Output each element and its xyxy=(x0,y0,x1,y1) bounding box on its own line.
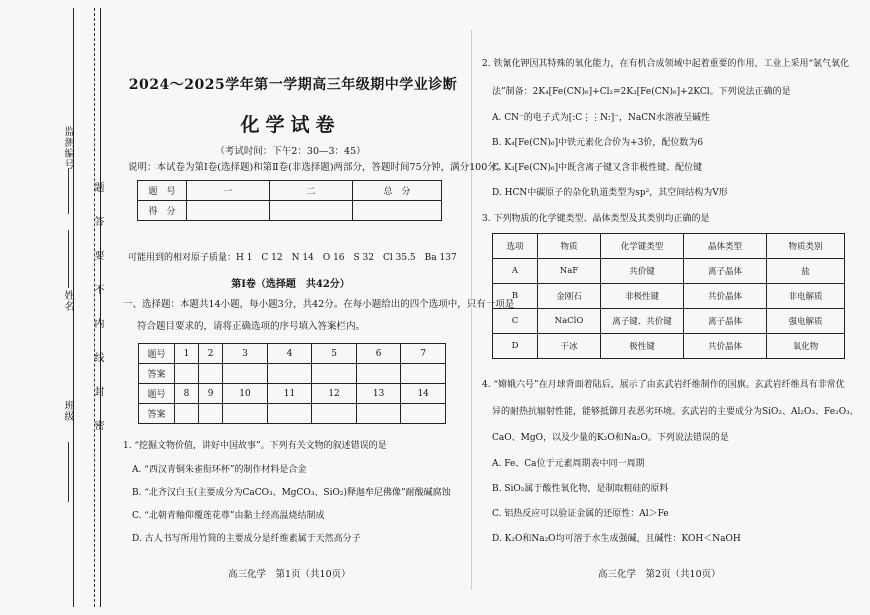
score-input-cell[interactable] xyxy=(270,201,353,221)
class-field-line xyxy=(68,442,69,502)
table-row xyxy=(139,404,446,424)
question-4-option-c: C. 铝热反应可以验证金属的还原性：Al＞Fe xyxy=(492,509,669,519)
section-intro-line-1: 一、选择题：本题共14小题，每小题3分，共42分。在每小题给出的四个选项中，只有一项是 xyxy=(123,299,515,310)
table-cell: 金刚石 xyxy=(538,284,601,309)
table-cell: C xyxy=(493,309,538,334)
seal-char-2: 答 xyxy=(92,216,103,227)
answer-cell: 题号 xyxy=(139,344,175,364)
question-4-option-a: A. Fe、Ca位于元素周期表中同一周期 xyxy=(492,459,645,469)
seal-char-4: 不 xyxy=(92,284,103,295)
answer-input-cell[interactable] xyxy=(401,404,446,424)
table-cell: 盐 xyxy=(767,259,845,284)
answer-input-cell[interactable] xyxy=(199,364,223,384)
exam-number-label: 监测编号 xyxy=(62,126,73,170)
page-1-footer: 高三化学 第1页（共10页） xyxy=(228,569,351,580)
question-2-stem-line-1: 2. 铁氰化钾因其特殊的氧化能力，在有机合成领域中起着重要的作用，工业上采用“氯气氧化 xyxy=(482,59,850,69)
table-header-cell: 晶体类型 xyxy=(684,234,767,259)
question-2-option-c: C. K₃[Fe(CN)₆]中既含离子键又含非极性键、配位键 xyxy=(492,163,703,173)
table-row xyxy=(139,384,446,404)
table-header-cell: 选项 xyxy=(493,234,538,259)
question-2-option-b: B. K₄[Fe(CN)₆]中铁元素化合价为+3价，配位数为6 xyxy=(492,138,704,148)
answer-cell: 11 xyxy=(267,384,312,404)
score-cell: 题 号 xyxy=(138,181,187,201)
question-4-stem-line-2: 异的耐热抗辐射性能，能够抵御月表恶劣环境。玄武岩的主要成分为SiO₂、Al₂O₃、Fe₂O₃、 xyxy=(492,407,859,417)
answer-cell: 答案 xyxy=(139,404,175,424)
answer-cell: 14 xyxy=(401,384,446,404)
score-input-cell[interactable] xyxy=(353,201,442,221)
answer-cell: 1 xyxy=(175,344,199,364)
table-cell: 共价晶体 xyxy=(684,284,767,309)
table-cell: NaClO xyxy=(538,309,601,334)
exam-time: （考试时间：下午2：30—3：45） xyxy=(215,146,366,157)
seal-char-1: 题 xyxy=(92,182,103,193)
table-cell: 共价晶体 xyxy=(684,334,767,359)
answer-cell: 3 xyxy=(223,344,268,364)
answer-input-cell[interactable] xyxy=(267,364,312,384)
table-row xyxy=(139,344,446,364)
question-2-option-a: A. CN⁻的电子式为[:C⋮⋮N:]⁻，NaCN水溶液呈碱性 xyxy=(492,113,711,123)
question-3-table xyxy=(492,233,845,359)
answer-cell: 5 xyxy=(312,344,357,364)
table-header-row xyxy=(493,234,845,259)
answer-input-cell[interactable] xyxy=(175,404,199,424)
margin-line-right xyxy=(100,8,101,607)
section-title: 第Ⅰ卷（选择题 共42分） xyxy=(231,279,350,290)
class-label: 班级 xyxy=(62,400,73,422)
question-1-stem: 1. “挖掘文物价值，讲好中国故事”。下列有关文物的叙述错误的是 xyxy=(123,441,387,451)
question-4-option-d: D. K₂O和Na₂O均可溶于水生成强碱，且碱性：KOH＜NaOH xyxy=(492,534,741,544)
seal-char-8: 密 xyxy=(92,420,103,431)
table-cell: A xyxy=(493,259,538,284)
table-cell: 离子晶体 xyxy=(684,309,767,334)
table-cell: NaF xyxy=(538,259,601,284)
question-1-option-c: C. “北朝青釉仰覆莲花尊”由黏土经高温烧结制成 xyxy=(132,511,325,521)
score-cell: 得 分 xyxy=(138,201,187,221)
question-4-option-b: B. SiO₂属于酸性氧化物，是制取粗硅的原料 xyxy=(492,484,669,494)
margin-line-dashed xyxy=(94,8,95,607)
score-cell: 总 分 xyxy=(353,181,442,201)
table-header-cell: 物质类别 xyxy=(767,234,845,259)
answer-input-cell[interactable] xyxy=(401,364,446,384)
answer-input-cell[interactable] xyxy=(223,364,268,384)
exam-subtitle: 化学试卷 xyxy=(240,114,341,136)
exam-instructions: 说明：本试卷为第Ⅰ卷(选择题)和第Ⅱ卷(非选择题)两部分，答题时间75分钟，满分100分。 xyxy=(128,162,507,173)
seal-char-5: 内 xyxy=(92,318,103,329)
table-row xyxy=(493,284,845,309)
answer-input-cell[interactable] xyxy=(267,404,312,424)
answer-cell: 7 xyxy=(401,344,446,364)
answer-input-cell[interactable] xyxy=(223,404,268,424)
question-2-stem-line-2: 法”制备：2K₄[Fe(CN)₆]+Cl₂=2K₃[Fe(CN)₆]+2KCl。下列说法正确的是 xyxy=(492,87,791,97)
question-1-option-d: D. 古人书写所用竹简的主要成分是纤维素属于天然高分子 xyxy=(132,534,361,544)
table-cell: 共价键 xyxy=(601,259,684,284)
answer-cell: 4 xyxy=(267,344,312,364)
table-row xyxy=(493,334,845,359)
table-header-cell: 物质 xyxy=(538,234,601,259)
table-row xyxy=(138,201,442,221)
answer-cell: 答案 xyxy=(139,364,175,384)
question-1-option-b: B. “北齐汉白玉(主要成分为CaCO₃、MgCO₃、SiO₂)释迦牟尼佛像”耐酸碱腐蚀 xyxy=(132,488,451,498)
question-2-option-d: D. HCN中碳原子的杂化轨道类型为sp²，其空间结构为V形 xyxy=(492,188,728,198)
answer-input-cell[interactable] xyxy=(312,364,357,384)
answer-input-cell[interactable] xyxy=(312,404,357,424)
answer-input-cell[interactable] xyxy=(175,364,199,384)
answer-cell: 6 xyxy=(356,344,401,364)
page-divider xyxy=(471,30,472,590)
answer-cell: 9 xyxy=(199,384,223,404)
question-3-stem: 3. 下列物质的化学键类型、晶体类型及其类别均正确的是 xyxy=(482,214,710,224)
answer-cell: 8 xyxy=(175,384,199,404)
table-cell: B xyxy=(493,284,538,309)
answer-input-cell[interactable] xyxy=(199,404,223,424)
table-cell: 离子晶体 xyxy=(684,259,767,284)
name-field-line xyxy=(68,230,69,288)
table-row xyxy=(139,364,446,384)
table-header-cell: 化学键类型 xyxy=(601,234,684,259)
answer-cell: 12 xyxy=(312,384,357,404)
answer-cell: 13 xyxy=(356,384,401,404)
answer-cell: 10 xyxy=(223,384,268,404)
score-cell: 一 xyxy=(187,181,270,201)
seal-char-7: 封 xyxy=(92,386,103,397)
exam-title: 2024～2025学年第一学期高三年级期中学业诊断 xyxy=(128,77,458,93)
answer-input-cell[interactable] xyxy=(356,364,401,384)
table-cell: 强电解质 xyxy=(767,309,845,334)
section-intro-line-2: 符合题目要求的，请将正确选项的序号填入答案栏内。 xyxy=(137,321,366,332)
seal-char-3: 要 xyxy=(92,250,103,261)
answer-cell: 2 xyxy=(199,344,223,364)
question-4-stem-line-1: 4. “嫦娥六号”在月球背面着陆后，展示了由玄武岩纤维制作的国旗。玄武岩纤维具有非常优 xyxy=(482,380,845,390)
page-1 xyxy=(118,0,515,615)
page-2-footer: 高三化学 第2页（共10页） xyxy=(598,569,721,580)
score-table xyxy=(137,180,442,221)
table-cell: 离子键、共价键 xyxy=(601,309,684,334)
table-cell: 非电解质 xyxy=(767,284,845,309)
score-input-cell[interactable] xyxy=(187,201,270,221)
name-label: 姓名 xyxy=(62,290,73,312)
table-cell: 干冰 xyxy=(538,334,601,359)
question-1-option-a: A. “西汉青铜朱雀衔环杯”的制作材料是合金 xyxy=(132,465,307,475)
table-cell: 非极性键 xyxy=(601,284,684,309)
answer-table xyxy=(138,343,446,424)
score-cell: 二 xyxy=(270,181,353,201)
table-row xyxy=(493,259,845,284)
seal-char-6: 线 xyxy=(92,352,103,363)
question-4-stem-line-3: CaO、MgO，以及少量的K₂O和Na₂O。下列说法错误的是 xyxy=(492,433,729,443)
answer-cell: 题号 xyxy=(139,384,175,404)
table-cell: 氧化物 xyxy=(767,334,845,359)
atomic-masses: 可能用到的相对原子质量：H 1 C 12 N 14 O 16 S 32 Cl 35.5 Ba 137 xyxy=(128,253,457,263)
table-cell: D xyxy=(493,334,538,359)
table-row xyxy=(138,181,442,201)
page-2 xyxy=(478,0,870,615)
answer-input-cell[interactable] xyxy=(356,404,401,424)
exam-number-field-line xyxy=(68,168,69,214)
table-cell: 极性键 xyxy=(601,334,684,359)
table-row xyxy=(493,309,845,334)
